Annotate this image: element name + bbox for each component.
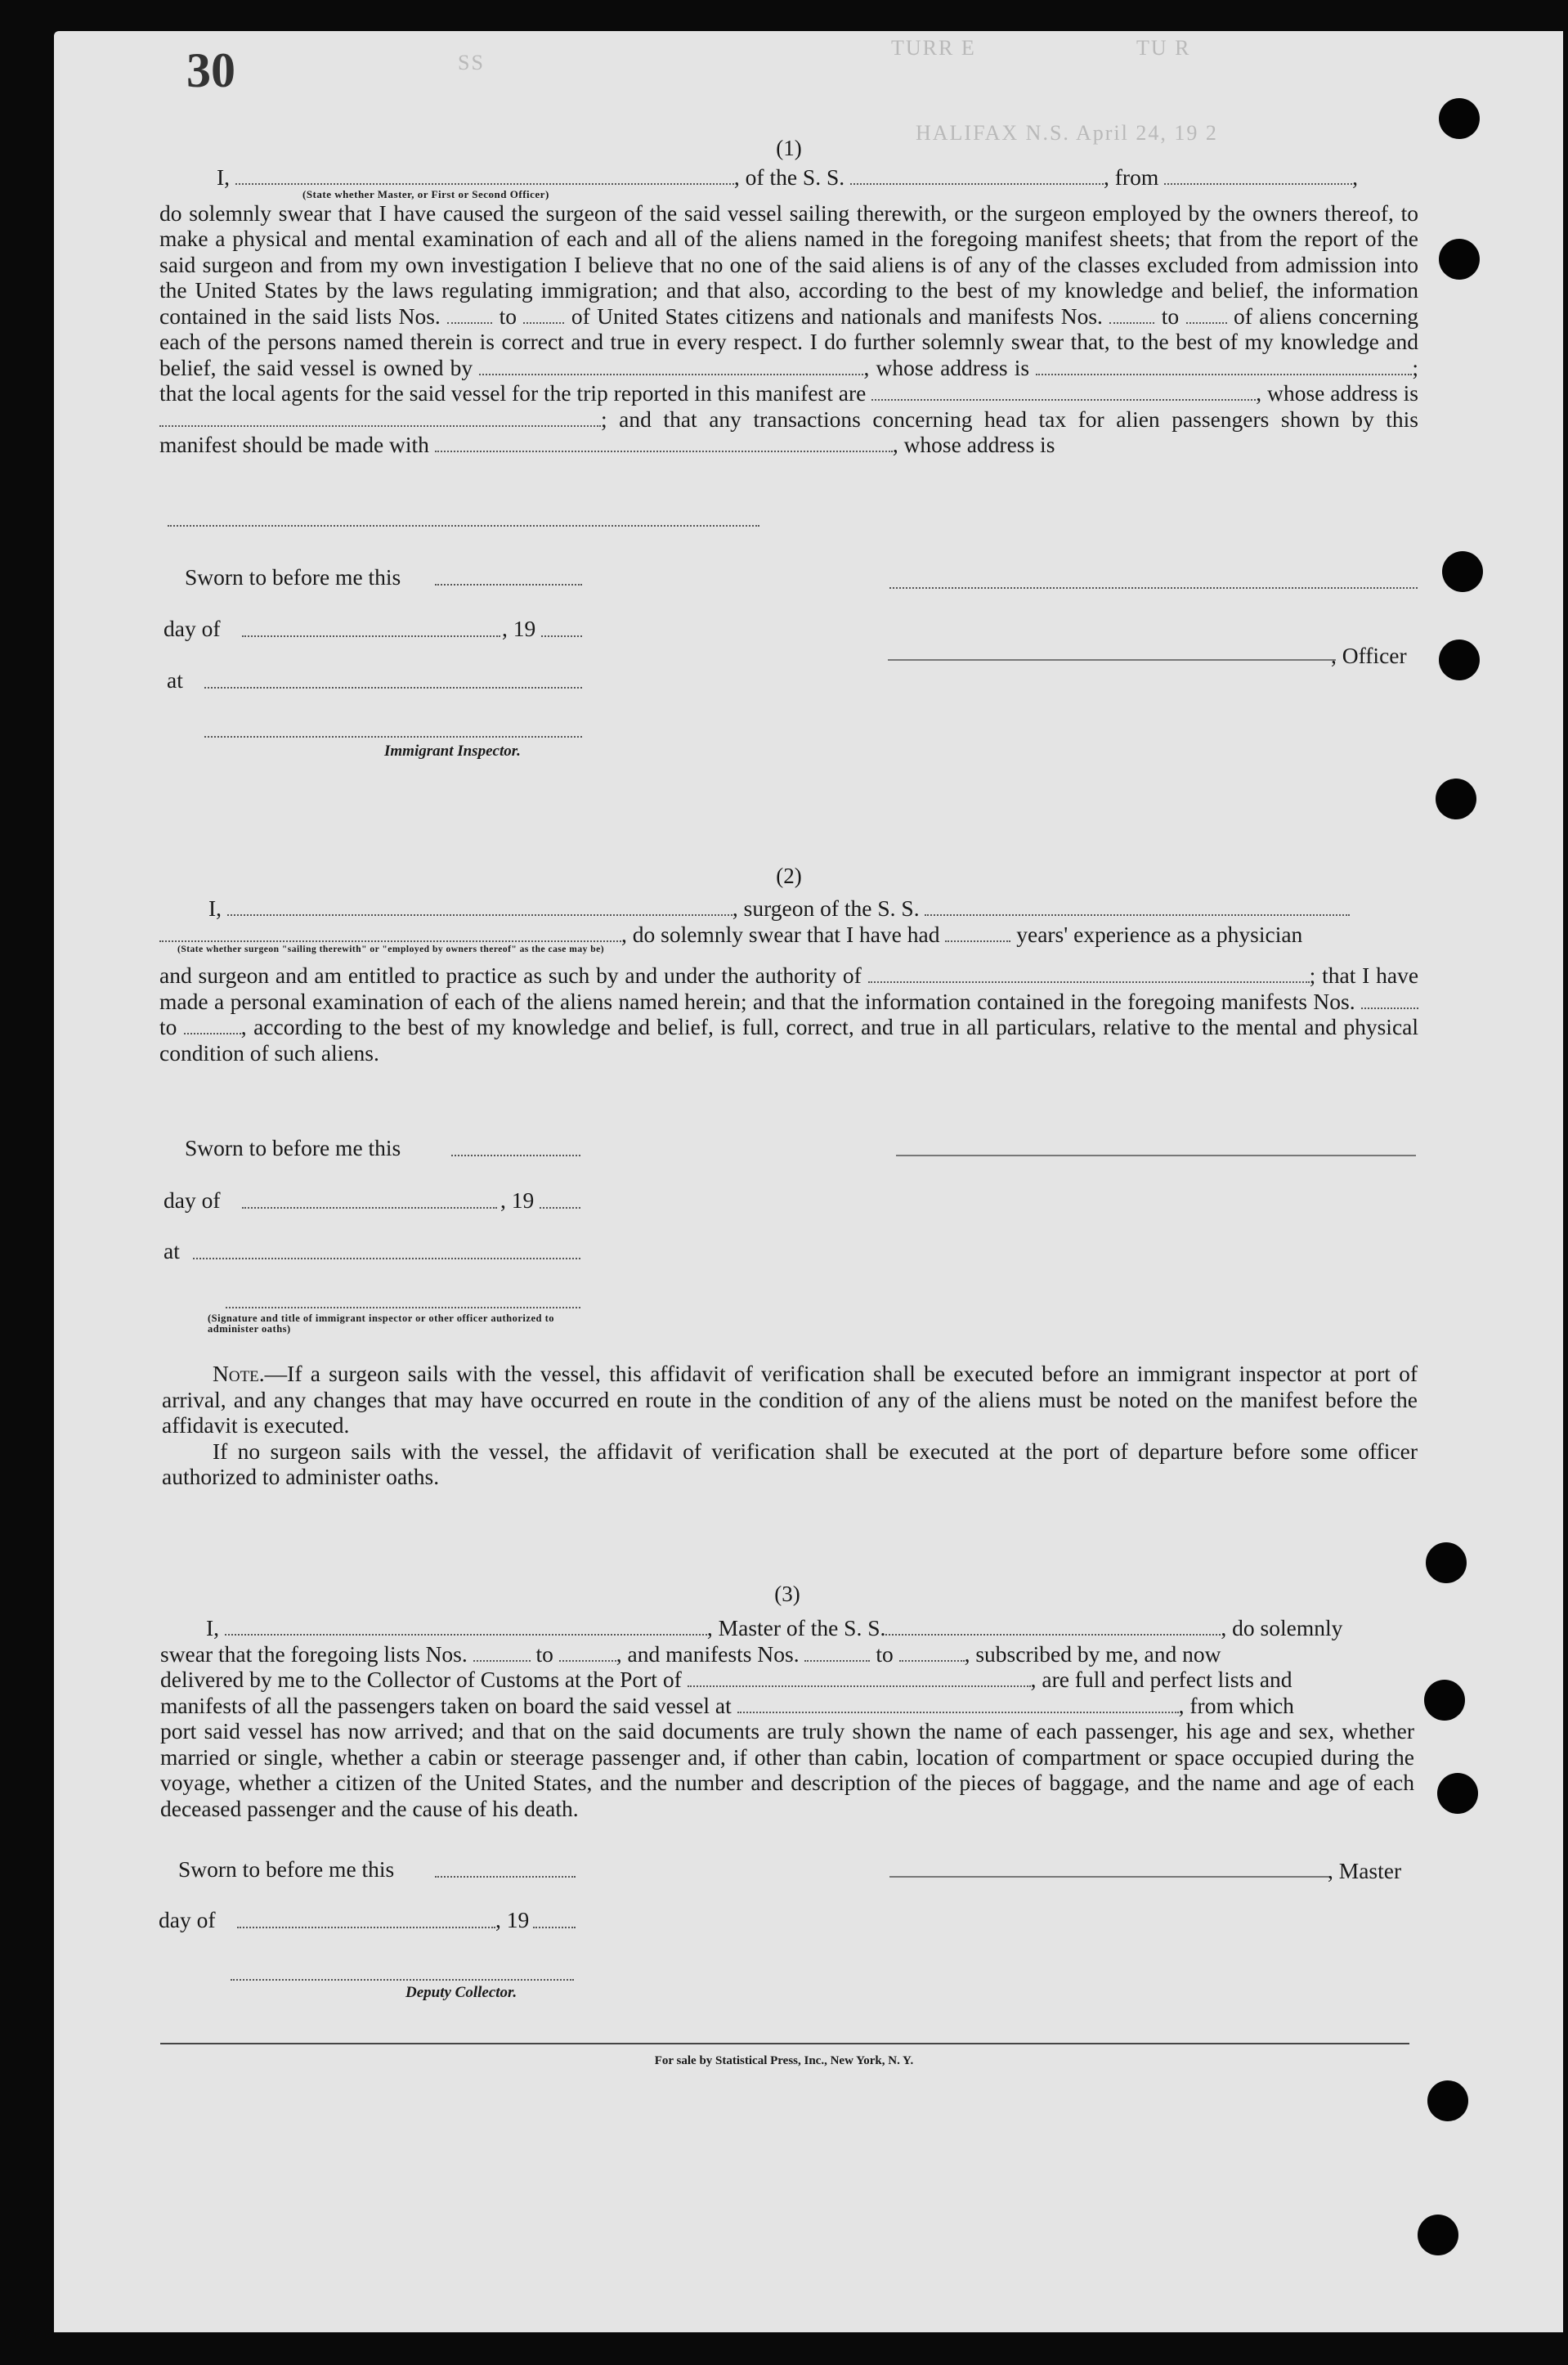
affidavit-section-2 <box>159 864 1418 1066</box>
year-field[interactable] <box>541 635 582 637</box>
section-3-line2 <box>160 1641 1414 1667</box>
do-solemnly-label: , do solemnly <box>1221 1615 1343 1640</box>
section-2-p2b: , according to the best of my knowledge and belief, is full, correct, and true in all particulars, relative to the mental and physical condition of such aliens. <box>159 1014 1419 1066</box>
section-3-line4 <box>160 1693 1414 1719</box>
section-1-p4b: ; and that any transactions concerning head tax for alien passengers shown by this manifest should be made with <box>159 406 1418 457</box>
faint-header-right: TURR E <box>891 36 976 60</box>
lists-from-field[interactable] <box>447 306 492 324</box>
section-1-p2b: of aliens concerning each of the persons named therein is correct and true in every respect. I do further solemnly swear that, to the best of my knowledge and belief, the said vessel is owned by <box>159 303 1419 380</box>
note-paragraph-1 <box>162 1361 1418 1438</box>
sailing-status-field[interactable] <box>159 924 621 942</box>
year-field[interactable] <box>533 1927 576 1928</box>
footer-rule <box>160 2043 1409 2044</box>
port-field[interactable] <box>688 1669 1031 1687</box>
year-label: , 19 <box>502 616 536 641</box>
inspector-signature-field[interactable] <box>204 736 582 738</box>
section-3-line3 <box>160 1667 1414 1693</box>
month-field[interactable] <box>242 635 500 637</box>
punch-hole <box>1436 779 1476 819</box>
punch-hole <box>1439 639 1480 680</box>
full-perfect-label: , are full and perfect lists and <box>1030 1667 1292 1692</box>
vessel-field[interactable] <box>850 167 1104 185</box>
from-label: , from <box>1104 164 1159 190</box>
manifests-from-field[interactable] <box>1109 306 1154 324</box>
surgeon-status-note: (State whether surgeon "sailing therewith" or "employed by owners thereof" as the case may be) <box>177 945 605 954</box>
section-2-p2: that I have made a personal examination of each of the aliens named herein; and that the information contained in the foregoing manifests Nos. <box>159 963 1419 1014</box>
departure-port-field[interactable] <box>737 1695 1179 1713</box>
note-section <box>162 1361 1418 1490</box>
immigrant-inspector-caption: Immigrant Inspector. <box>384 743 521 760</box>
at-place-field[interactable] <box>193 1258 580 1259</box>
officer-field[interactable] <box>235 167 734 185</box>
section-1-p1: do solemnly swear that I have caused the surgeon of the said vessel sailing therewith, or the surgeon employed by the owners thereof, to make a physical and mental examination of each and all of the aliens named in the foregoing manifest sheets; that from the report of the said surgeon and from my own investigation I believe that no one of the said aliens is of any of the classes excluded from admission into the United States by the laws regulating immigration; and that also, according to the best of my knowledge and belief, the information contained in the said lists Nos. <box>159 200 1418 329</box>
owner-address-field[interactable] <box>1036 357 1412 375</box>
note-paragraph-2: If no surgeon sails with the vessel, the affidavit of verification shall be executed at the port of departure before some officer authorized to administer oaths. <box>162 1438 1418 1489</box>
semicolon: ; <box>1412 354 1419 380</box>
master-of-label: , Master of the S. S. <box>706 1615 886 1640</box>
punch-hole <box>1424 1680 1465 1721</box>
manifests-label: , and manifests Nos. <box>616 1640 800 1667</box>
to-label: to <box>499 303 517 329</box>
subscribed-label: , subscribed by me, and now <box>964 1640 1221 1667</box>
master-label: , Master <box>1328 1858 1402 1883</box>
note-label: Note. <box>213 1361 265 1386</box>
year-field[interactable] <box>540 1207 580 1209</box>
inspector-signature-field[interactable] <box>226 1307 580 1308</box>
collector-label: delivered by me to the Collector of Customs at the Port of <box>160 1667 682 1692</box>
surgeon-name-field[interactable] <box>227 898 732 916</box>
month-field[interactable] <box>242 1207 497 1209</box>
day-of-label: day of <box>164 1187 221 1213</box>
section-3-body: port said vessel has now arrived; and that on the said documents are truly shown the name of each passenger, his age and sex, whether married or single, whether a cabin or steerage passenger and, if other than cabin, location of compartment or space occupied during the voyage, whether a citizen of the United States, and the number and description of the pieces of baggage, and the name and age of each deceased passenger and the cause of his death. <box>160 1718 1414 1821</box>
section-1-p2a: of United States citizens and nationals and manifests Nos. <box>571 303 1103 329</box>
section-1-body <box>159 200 1418 458</box>
vessel-field[interactable] <box>885 1618 1221 1636</box>
manifests-to-field[interactable] <box>184 1016 241 1034</box>
section-2-line1 <box>159 895 1418 922</box>
sworn-day-field[interactable] <box>435 1876 576 1878</box>
affidavit-section-3 <box>160 1582 1414 1821</box>
to-label: to <box>876 1640 894 1667</box>
whose-address-label: , whose address is <box>863 354 1030 380</box>
punch-hole <box>1418 2215 1458 2255</box>
manifests-from-field[interactable] <box>1361 991 1418 1009</box>
faint-header-left: TU R <box>1136 36 1191 60</box>
master-signature-line[interactable] <box>889 1876 1331 1878</box>
officer-label: , Officer <box>1331 643 1407 668</box>
owner-field[interactable] <box>479 357 863 375</box>
to-label: to <box>159 1014 177 1039</box>
lists-to-field[interactable] <box>559 1644 616 1662</box>
faint-header-middle: SS <box>458 51 485 74</box>
manifests-from-field[interactable] <box>804 1644 870 1662</box>
day-of-label: day of <box>159 1907 216 1932</box>
of-ss-label: , of the S. S. <box>733 164 845 190</box>
from-which-label: , from which <box>1178 1692 1294 1718</box>
i-label: I, <box>208 895 222 921</box>
page-number: 30 <box>186 43 235 97</box>
punch-hole <box>1442 551 1483 592</box>
punch-hole <box>1427 2080 1468 2121</box>
agents-address-field[interactable] <box>159 409 601 427</box>
lists-from-field[interactable] <box>473 1644 531 1662</box>
master-name-field[interactable] <box>225 1618 707 1636</box>
footer-imprint: For sale by Statistical Press, Inc., New York, N. Y. <box>654 2054 914 2067</box>
section-2-p1: and surgeon and am entitled to practice as such by and under the authority of <box>159 963 862 988</box>
section-1-line1 <box>159 164 1418 191</box>
agents-field[interactable] <box>871 383 1256 401</box>
semicolon: ; <box>1309 963 1316 988</box>
taken-on-board-label: manifests of all the passengers taken on board the said vessel at <box>160 1692 732 1718</box>
surgeon-of-label: , surgeon of the S. S. <box>732 895 920 921</box>
signature-title-note: (Signature and title of immigrant inspector or other officer authorized to administer oaths) <box>208 1313 554 1335</box>
to-label: to <box>1161 303 1180 329</box>
at-place-field[interactable] <box>204 687 582 689</box>
punch-hole <box>1426 1542 1467 1583</box>
punch-hole <box>1437 1773 1478 1814</box>
years-label: years' experience as a physician <box>1016 921 1303 947</box>
manifests-to-field[interactable] <box>899 1644 965 1662</box>
i-label: I, <box>217 164 231 190</box>
i-label: I, <box>206 1615 220 1640</box>
vessel-field[interactable] <box>925 898 1350 916</box>
officer-note: (State whether Master, or First or Second Officer) <box>302 187 549 200</box>
section-3-line1 <box>160 1615 1414 1641</box>
note-text-1: —If a surgeon sails with the vessel, this affidavit of verification shall be executed before an immigrant inspector at port of arrival, and any changes that may have occurred en route in the condition of any of the aliens must be noted on the manifest before the affidavit is executed. <box>162 1361 1418 1438</box>
sworn-label: Sworn to before me this <box>185 1135 401 1160</box>
head-tax-field[interactable] <box>435 434 893 452</box>
surgeon-signature-line[interactable] <box>896 1155 1416 1156</box>
faint-header-row2: HALIFAX N.S. April 24, 19 2 <box>916 121 1218 145</box>
year-label: , 19 <box>500 1187 535 1213</box>
punch-hole <box>1439 239 1480 280</box>
from-field[interactable] <box>1164 167 1352 185</box>
section-1-p4: whose address is <box>1267 380 1419 406</box>
lists-label: swear that the foregoing lists Nos. <box>160 1640 468 1667</box>
to-label: to <box>535 1640 553 1667</box>
manifests-to-field[interactable] <box>1186 306 1227 324</box>
sworn-day-field[interactable] <box>435 584 582 586</box>
deputy-signature-field[interactable] <box>231 1979 574 1981</box>
authority-field[interactable] <box>868 965 1310 983</box>
month-field[interactable] <box>237 1927 495 1928</box>
sworn-label: Sworn to before me this <box>185 564 401 590</box>
section-3-number: (3) <box>774 1582 800 1606</box>
comma: , <box>1352 164 1358 190</box>
section-1-number: (1) <box>776 136 802 160</box>
officer-title-line[interactable] <box>888 659 1336 661</box>
punch-hole <box>1439 98 1480 139</box>
section-1-p3: that the local agents for the said vessel for the trip reported in this manifest are <box>159 380 867 406</box>
lists-to-field[interactable] <box>523 306 564 324</box>
years-field[interactable] <box>945 924 1010 942</box>
at-label: at <box>167 667 183 693</box>
head-tax-address-field[interactable] <box>168 525 759 527</box>
year-label: , 19 <box>495 1907 530 1932</box>
officer-signature-field[interactable] <box>889 587 1418 589</box>
at-label: at <box>164 1238 180 1263</box>
section-2-number: (2) <box>776 864 802 888</box>
day-of-label: day of <box>164 616 221 641</box>
section-2-body <box>159 963 1418 1066</box>
deputy-collector-caption: Deputy Collector. <box>405 1984 517 2001</box>
sworn-day-field[interactable] <box>451 1155 580 1156</box>
swear-label: , do solemnly swear that I have had <box>621 921 940 947</box>
whose-address-label: , whose address is <box>892 432 1055 457</box>
affidavit-section-1 <box>159 136 1418 458</box>
comma: , <box>1256 380 1262 406</box>
sworn-label: Sworn to before me this <box>178 1856 395 1882</box>
